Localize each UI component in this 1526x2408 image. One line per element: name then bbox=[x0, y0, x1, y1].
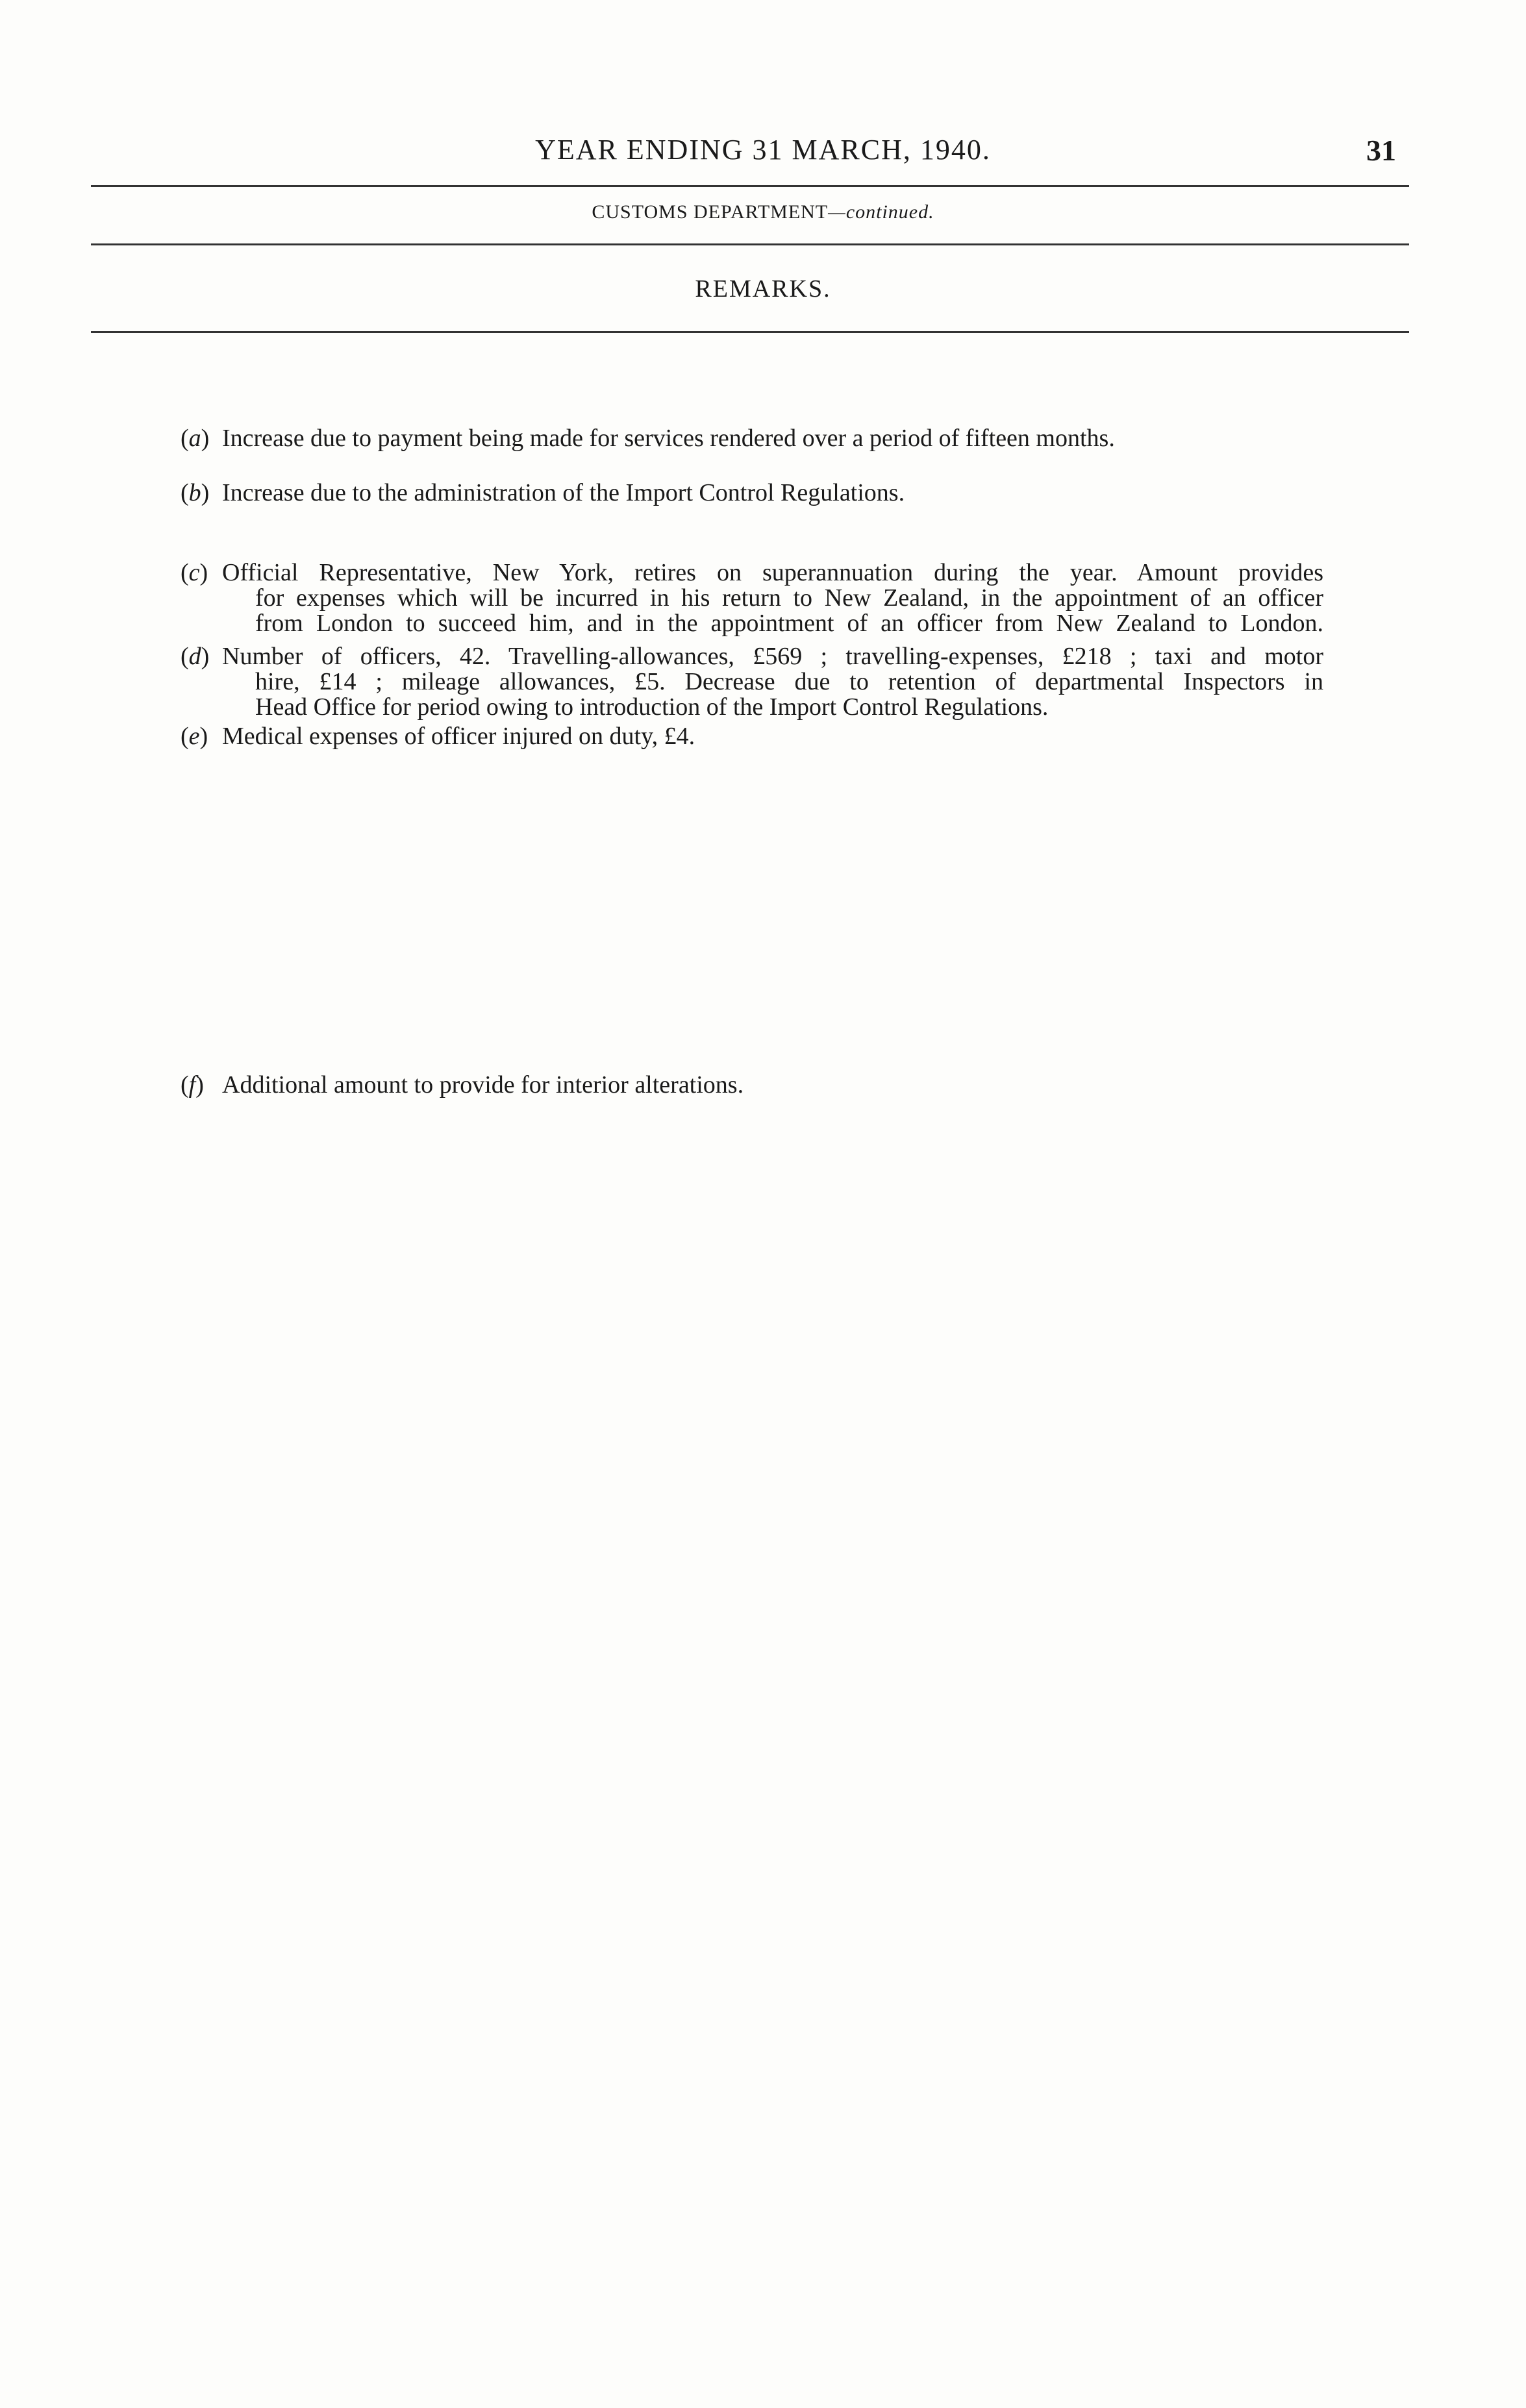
remark-text: Medical expenses of officer injured on duty, £4. bbox=[222, 723, 695, 750]
remark-marker: (e) bbox=[181, 723, 208, 750]
remark-marker: (f) bbox=[181, 1071, 204, 1098]
remark-e bbox=[181, 724, 1323, 749]
remark-marker: (b) bbox=[181, 479, 210, 506]
section-title: REMARKS. bbox=[695, 275, 831, 303]
remark-marker: (d) bbox=[181, 643, 210, 670]
section-rule bbox=[91, 331, 1409, 333]
running-title: YEAR ENDING 31 MARCH, 1940. bbox=[535, 134, 991, 166]
remark-text-line: hire, £14 ; mileage allowances, £5. Decrease due to retention of departmental Inspectors in bbox=[255, 668, 1323, 695]
remark-text: Increase due to payment being made for services rendered over a period of fifteen months. bbox=[222, 425, 1115, 452]
remark-text-line: Number of officers, 42. Travelling-allowances, £569 ; travelling-expenses, £218 ; taxi and motor bbox=[222, 643, 1323, 670]
department-heading bbox=[0, 201, 1526, 223]
remark-a bbox=[181, 426, 1323, 451]
remark-text: Increase due to the administration of the Import Control Regulations. bbox=[222, 479, 905, 506]
remark-marker: (c) bbox=[181, 559, 208, 586]
remark-text: Additional amount to provide for interior alterations. bbox=[222, 1071, 744, 1098]
department-rule bbox=[91, 243, 1409, 245]
department-name: CUSTOMS DEPARTMENT bbox=[592, 201, 829, 223]
remark-text-line: Head Office for period owing to introduction of the Import Control Regulations. bbox=[255, 693, 1049, 721]
remark-c bbox=[181, 560, 1323, 636]
page-number: 31 bbox=[1366, 134, 1396, 167]
remark-text-line: from London to succeed him, and in the appointment of an officer from New Zealand to London. bbox=[255, 610, 1323, 637]
remark-marker: (a) bbox=[181, 425, 210, 452]
remark-b bbox=[181, 480, 1323, 506]
remark-text-line: Official Representative, New York, retires on superannuation during the year. Amount provides bbox=[222, 559, 1323, 586]
department-continued: —continued. bbox=[828, 201, 934, 223]
remark-text-line: for expenses which will be incurred in his return to New Zealand, in the appointment of an officer bbox=[255, 584, 1323, 612]
remark-d bbox=[181, 644, 1323, 720]
remark-f bbox=[181, 1073, 1323, 1098]
header-rule bbox=[91, 185, 1409, 187]
